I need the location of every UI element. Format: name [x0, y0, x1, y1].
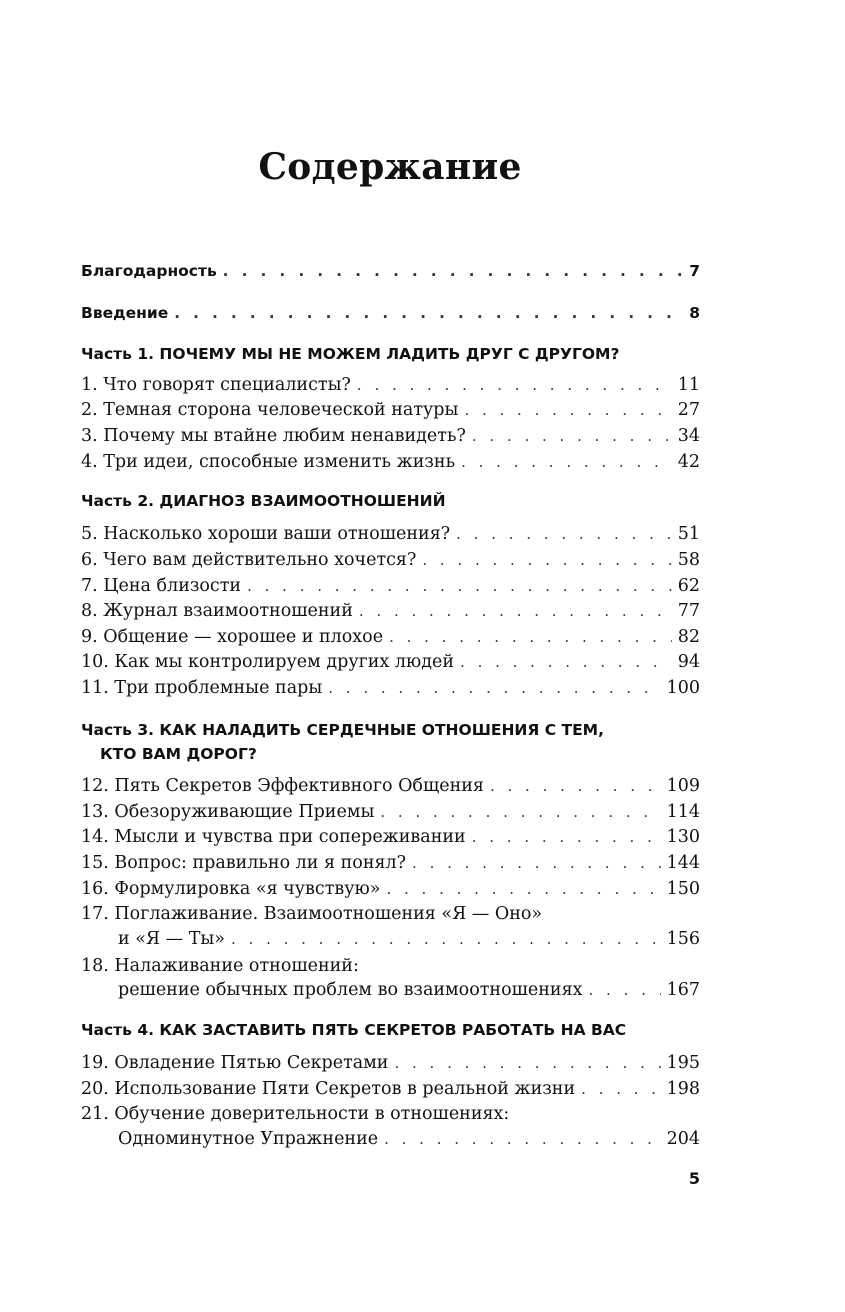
toc-entry	[81, 825, 700, 849]
toc-entry-label: 9. Общение — хорошее и плохое	[81, 627, 384, 647]
toc-entry-page: 100	[666, 678, 700, 698]
page-number: 5	[688, 1169, 700, 1188]
part-heading-line: Часть 3. КАК НАЛАДИТЬ СЕРДЕЧНЫЕ ОТНОШЕНИЯ С ТЕМ,	[81, 721, 604, 739]
toc-entry	[81, 1077, 700, 1101]
toc-entry-label: 3. Почему мы втайне любим ненавидеть?	[81, 426, 466, 446]
dot-leader	[464, 398, 671, 422]
toc-entry-page: 144	[666, 853, 700, 873]
toc-entry-label: 1. Что говорят специалисты?	[81, 375, 351, 395]
toc-entry	[81, 574, 700, 598]
dot-leader	[589, 978, 661, 1002]
toc-entry-page: 156	[666, 929, 700, 949]
toc-entry-page: 7	[689, 262, 700, 280]
toc-entry-page: 109	[666, 776, 700, 796]
part-heading-continuation: КТО ВАМ ДОРОГ?	[100, 745, 257, 763]
toc-entry-label-continuation: решение обычных проблем во взаимоотношениях	[118, 980, 583, 1000]
toc-entry-page: 34	[677, 426, 700, 446]
toc-entry-introduction	[81, 301, 700, 325]
toc-entry-label: 17. Поглаживание. Взаимоотношения «Я — Оно»	[81, 904, 543, 924]
toc-entry-first-line	[81, 902, 700, 926]
toc-entry-label: Введение	[81, 304, 169, 322]
toc-entry	[81, 1051, 700, 1075]
dot-leader	[223, 259, 683, 283]
dot-leader	[247, 574, 672, 598]
dot-leader	[328, 676, 660, 700]
dot-leader	[472, 424, 672, 448]
toc-entry-label: 2. Темная сторона человеческой натуры	[81, 400, 459, 420]
toc-entry-page: 204	[666, 1129, 700, 1149]
toc-entry-page: 8	[689, 304, 700, 322]
toc-entry-page: 51	[677, 524, 700, 544]
toc-entry-label: 12. Пять Секретов Эффективного Общения	[81, 776, 484, 796]
dot-leader	[386, 877, 660, 901]
toc-entry-page: 114	[666, 802, 700, 822]
toc-entry	[81, 424, 700, 448]
part-heading: Часть 4. КАК ЗАСТАВИТЬ ПЯТЬ СЕКРЕТОВ РАБОТАТЬ НА ВАС	[81, 1021, 627, 1039]
dot-leader	[460, 650, 672, 674]
toc-entry	[81, 625, 700, 649]
toc-entry-label: 21. Обучение доверительности в отношениях:	[81, 1104, 510, 1124]
dot-leader	[461, 450, 672, 474]
toc-entry-page: 198	[666, 1079, 700, 1099]
part-heading	[81, 718, 700, 766]
toc-entry	[81, 978, 700, 1002]
toc-entry	[81, 373, 700, 397]
dot-leader	[389, 625, 672, 649]
dot-leader	[357, 373, 672, 397]
toc-entry	[81, 877, 700, 901]
dot-leader	[394, 1051, 660, 1075]
toc-entry	[81, 800, 700, 824]
toc-entry	[81, 927, 700, 951]
toc-entry-label-continuation: и «Я — Ты»	[118, 929, 225, 949]
part-heading: Часть 2. ДИАГНОЗ ВЗАИМООТНОШЕНИЙ	[81, 492, 446, 510]
part-heading: Часть 1. ПОЧЕМУ МЫ НЕ МОЖЕМ ЛАДИТЬ ДРУГ С ДРУГОМ?	[81, 345, 620, 363]
toc-entry-label: 5. Насколько хороши ваши отношения?	[81, 524, 451, 544]
toc-entry	[81, 522, 700, 546]
dot-leader	[384, 1127, 660, 1151]
toc-entry-label: 6. Чего вам действительно хочется?	[81, 550, 417, 570]
toc-entry	[81, 398, 700, 422]
toc-entry-label: 16. Формулировка «я чувствую»	[81, 879, 381, 899]
page-title: Содержание	[258, 146, 522, 188]
toc-entry-label: 10. Как мы контролируем других людей	[81, 652, 455, 672]
toc-entry-label: 13. Обезоруживающие Приемы	[81, 802, 375, 822]
toc-entry-label: 14. Мысли и чувства при сопереживании	[81, 827, 466, 847]
toc-entry	[81, 676, 700, 700]
toc-entry	[81, 851, 700, 875]
toc-entry-page: 11	[677, 375, 700, 395]
dot-leader	[231, 927, 661, 951]
toc-entry	[81, 548, 700, 572]
toc-entry-page: 167	[666, 980, 700, 1000]
dot-leader	[490, 774, 661, 798]
toc-entry-page: 42	[677, 452, 700, 472]
toc-entry-label-continuation: Одноминутное Упражнение	[118, 1129, 379, 1149]
toc-entry-label: 19. Овладение Пятью Секретами	[81, 1053, 389, 1073]
toc-entry-label: 15. Вопрос: правильно ли я понял?	[81, 853, 407, 873]
toc-entry	[81, 650, 700, 674]
toc-entry-first-line	[81, 1102, 700, 1126]
toc-entry	[81, 774, 700, 798]
toc-entry	[81, 599, 700, 623]
toc-entry-page: 130	[666, 827, 700, 847]
toc-entry-label: 4. Три идеи, способные изменить жизнь	[81, 452, 456, 472]
toc-entry-label: 11. Три проблемные пары	[81, 678, 323, 698]
dot-leader	[581, 1077, 660, 1101]
toc-entry-page: 82	[677, 627, 700, 647]
toc-entry-label: Благодарность	[81, 262, 217, 280]
toc-entry-acknowledgments	[81, 259, 700, 283]
dot-leader	[359, 599, 672, 623]
toc-entry-label: 20. Использование Пяти Секретов в реальной жизни	[81, 1079, 576, 1099]
toc-entry-label: 18. Налаживание отношений:	[81, 956, 359, 976]
toc-entry-label: 8. Журнал взаимоотношений	[81, 601, 353, 621]
toc-entry-page: 58	[677, 550, 700, 570]
toc-entry-first-line	[81, 954, 700, 978]
dot-leader	[412, 851, 661, 875]
toc-entry-page: 195	[666, 1053, 700, 1073]
toc-entry	[81, 450, 700, 474]
toc-entry-page: 94	[677, 652, 700, 672]
toc-entry-page: 77	[677, 601, 700, 621]
toc-entry	[81, 1127, 700, 1151]
dot-leader	[456, 522, 672, 546]
dot-leader	[472, 825, 661, 849]
dot-leader	[422, 548, 671, 572]
toc-entry-page: 27	[677, 400, 700, 420]
toc-entry-page: 62	[677, 576, 700, 596]
toc-entry-page: 150	[666, 879, 700, 899]
dot-leader	[174, 301, 683, 325]
dot-leader	[380, 800, 660, 824]
toc-entry-label: 7. Цена близости	[81, 576, 242, 596]
